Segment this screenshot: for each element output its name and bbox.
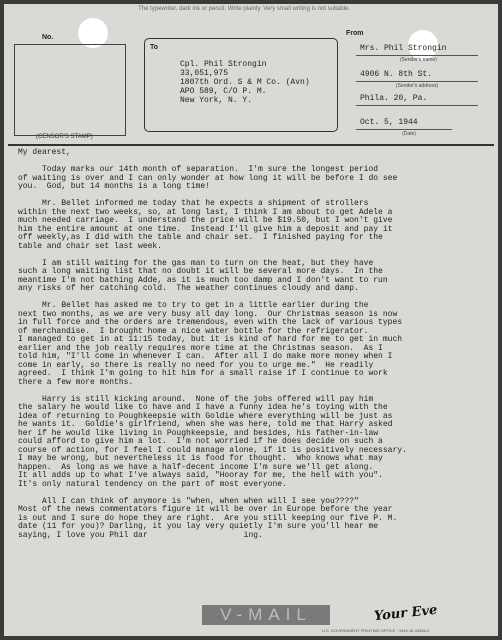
letter-line: table and chair set last week. <box>18 241 163 251</box>
letter-line: Mr. Bellet has asked me to try to get in a little earlier during the <box>18 301 369 310</box>
letter-line: agreed. I think I'm going to hit him for a small raise if I continue to work <box>18 369 388 378</box>
sender-address-caption: (Sender's address) <box>396 83 439 89</box>
to-label: To <box>150 44 159 51</box>
instruction-line: The typewriter, dark ink or pencil. Write plainly. Very small writing is not suitable. <box>138 6 350 12</box>
rule-line <box>356 81 478 82</box>
letter-line: earlier and the job really requires more time at the Christmas season. As I <box>18 343 383 353</box>
letter-line: My dearest, <box>18 148 71 157</box>
letter-line: off weekly,as I did with the table and chair set. I finished paying for the <box>18 233 383 242</box>
letter-line: next two months, as we are very busy all day long. Our Christmas season is now <box>18 309 398 319</box>
letter-line: date (11 for you)? Darling, it you lay very quietly I'm sure you'll hear me <box>18 522 379 531</box>
letter-line: him the entire amount at one time. Instead I'll give him a deposit and pay it <box>18 224 393 234</box>
letter-line: told him, "I'll come in whenever I can. After all I do make more money when I <box>18 352 393 361</box>
censor-stamp-label: (CENSOR'S STAMP) <box>36 134 93 140</box>
letter-line: All I can think of anymore is "when, when when will I see you????" <box>18 496 359 506</box>
sender-name: Mrs. Phil Strongin <box>360 44 447 53</box>
sender-name-caption: (Sender's name) <box>400 57 437 63</box>
header-divider <box>8 144 494 146</box>
letter-line: any risks of her catching cold. The weather continues cloudy and damp. <box>18 284 359 293</box>
rule-line <box>356 129 452 130</box>
letter-line: I managed to get in at 11:15 today, but it is kind of hard for me to get in much <box>18 335 403 344</box>
letter-line: Mr. Bellet informed me today that he expects a shipment of strollers <box>18 199 369 208</box>
sender-city: Phila. 20, Pa. <box>360 94 428 103</box>
letter-line: meantime I'm not bathing Adde, as it is much too damp and I don't want to run <box>18 275 388 285</box>
letter-date: Oct. 5, 1944 <box>360 118 418 127</box>
letter-line: Today marks our 14th month of separation. I'm sure the longest period <box>18 165 379 174</box>
rule-line <box>356 105 478 106</box>
letter-line: I am still waiting for the gas man to turn on the heat, but they have <box>18 258 374 268</box>
signature: Your Eve <box>373 602 439 625</box>
letter-line: saying, I love you Phil dar ing. <box>18 530 263 540</box>
recipient-line: 1807th Ord. S & M Co. (Avn) <box>180 78 310 87</box>
from-label: From <box>346 30 364 37</box>
letter-line: he wants it. Goldie's girlfriend, when she was here, told me that Harry asked <box>18 420 393 429</box>
v-mail-stamp: V-MAIL <box>202 605 330 625</box>
letter-line: Most of the news commentators figure it will be over in Europe before the year <box>18 505 393 514</box>
letter-line: happen. As long as we have a half-decent income I'm sure we'll get along. <box>18 462 374 472</box>
letter-line: is out and I sure do hope they are right. Are you still keeping our five P. M. <box>18 513 398 523</box>
letter-line: her if he would like living in Poughkeepsie, and besides, his father-in-law <box>18 428 379 438</box>
letter-line: the salary he would like to have and I have a funny idea he's toying with the <box>18 403 388 412</box>
sender-address: 4906 N. 8th St. <box>360 70 433 79</box>
letter-line: come in early, so there is really no need for you to urge me." He readily <box>18 360 374 370</box>
letter-line: of merchandise. I brought home a nice water bottle for the refrigerator. <box>18 326 369 336</box>
print-note: U.S. GOVERNMENT PRINTING OFFICE : 1943 16-33366-2 <box>322 628 430 633</box>
letter-line: It's only natural tendency on the part of most everyone. <box>18 479 287 489</box>
letter-line: could afford to give him a lot. I'm not worried if he does decide on such a <box>18 437 383 446</box>
rule-line <box>356 55 478 56</box>
recipient-line: New York, N. Y. <box>180 96 253 105</box>
letter-line: idea of returning to Poughkeepsie with Goldie where everything will be just as <box>18 411 393 421</box>
letter-line: within the next two weeks, so, at long last, I think I am about to get Adele a <box>18 207 393 217</box>
censor-stamp-box <box>14 44 126 136</box>
letter-line: much needed carriage. I understand the price will be $19.50, but I won't give <box>18 216 393 225</box>
recipient-address <box>180 60 310 105</box>
letter-line: It all adds up to what I've always said, "Hooray for me, the hell with you". <box>18 471 383 480</box>
letter-line: Harry is still kicking around. None of the jobs offered will pay him <box>18 394 374 404</box>
letter-line: course of action, for I feel I could manage alone, if it is positively necessary. <box>18 445 407 455</box>
letter-line: I may be wrong, but nevertheless it is food for thought. Who knows what may <box>18 454 383 463</box>
letter-body <box>18 149 488 540</box>
recipient-line: APO 589, C/O P. M. <box>180 87 267 96</box>
letter-line: in full force and the orders are tremendous, even with the lack of various types <box>18 318 403 327</box>
number-label: No. <box>42 34 54 41</box>
letter-line: such a long waiting list that no doubt it will be several more days. In the <box>18 267 383 276</box>
letter-line: there a few more months. <box>18 377 134 387</box>
date-caption: (Date) <box>402 131 416 137</box>
letter-line: of waiting is over and I can only wonder at how long it will be before I do see <box>18 173 398 183</box>
v-mail-sheet <box>4 4 498 636</box>
recipient-line: Cpl. Phil Strongin <box>180 60 267 69</box>
letter-line: you. God, but 14 months is a long time! <box>18 182 211 191</box>
recipient-line: 33,051,975 <box>180 69 229 78</box>
